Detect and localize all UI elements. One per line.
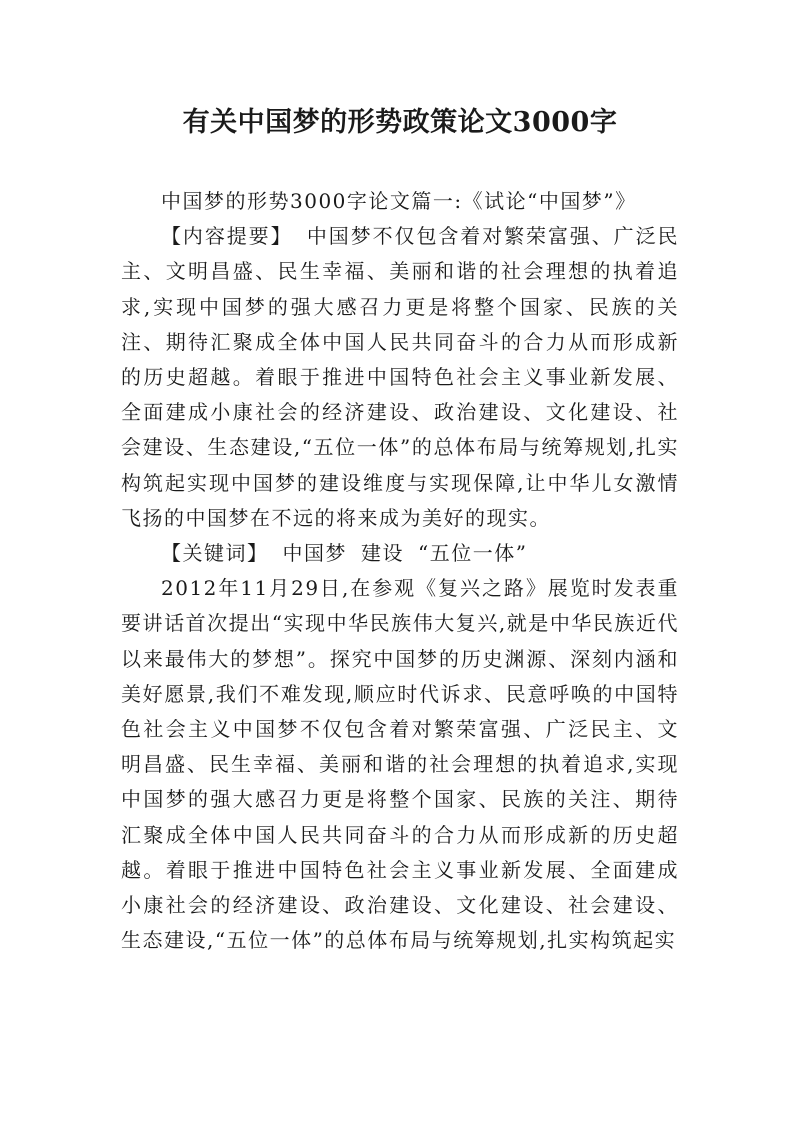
body-paragraph: 2012年11月29日,在参观《复兴之路》展览时发表重要讲话首次提出“实现中华民族伟大复兴,就是中华民族近代以来最伟大的梦想”。探究中国梦的历史渊源、深刻内涵和美好愿景,我们不难发现,顺应时代诉求、民意呼唤的中国特色社会主义中国梦不仅包含着对繁荣富强、广泛民主、文明昌盛、民生幸福、美丽和谐的社会理想的执着追求,实现中国梦的强大感召力更是将整个国家、民族的关注、期待汇聚成全体中国人民共同奋斗的合力从而形成新的历史超越。着眼于推进中国特色社会主义事业新发展、全面建成小康社会的经济建设、政治建设、文化建设、社会建设、生态建设,“五位一体”的总体布局与统筹规划,扎实构筑起实 [121,576,679,953]
keywords-label: 【关键词】 [161,541,269,566]
abstract-label: 【内容提要】 [161,224,293,249]
document-title: 有关中国梦的形势政策论文3000字 [182,107,618,138]
keyword-item: 中国梦 [282,541,347,566]
article-subtitle: 中国梦的形势3000字论文篇一:《试论“中国梦”》 [161,189,637,213]
keywords-paragraph [121,536,679,571]
document-body [121,184,679,958]
keyword-item: 建设 [361,541,404,566]
abstract-paragraph [121,219,679,536]
keyword-item: “五位一体” [418,541,528,566]
abstract-text: 中国梦不仅包含着对繁荣富强、广泛民主、文明昌盛、民生幸福、美丽和谐的社会理想的执着追求,实现中国梦的强大感召力更是将整个国家、民族的关注、期待汇聚成全体中国人民共同奋斗的合力从而形成新的历史超越。着眼于推进中国特色社会主义事业新发展、全面建成小康社会的经济建设、政治建设、文化建设、社会建设、生态建设,“五位一体”的总体布局与统筹规划,扎实构筑起实现中国梦的建设维度与实现保障,让中华儿女激情飞扬的中国梦在不远的将来成为美好的现实。 [121,224,680,530]
